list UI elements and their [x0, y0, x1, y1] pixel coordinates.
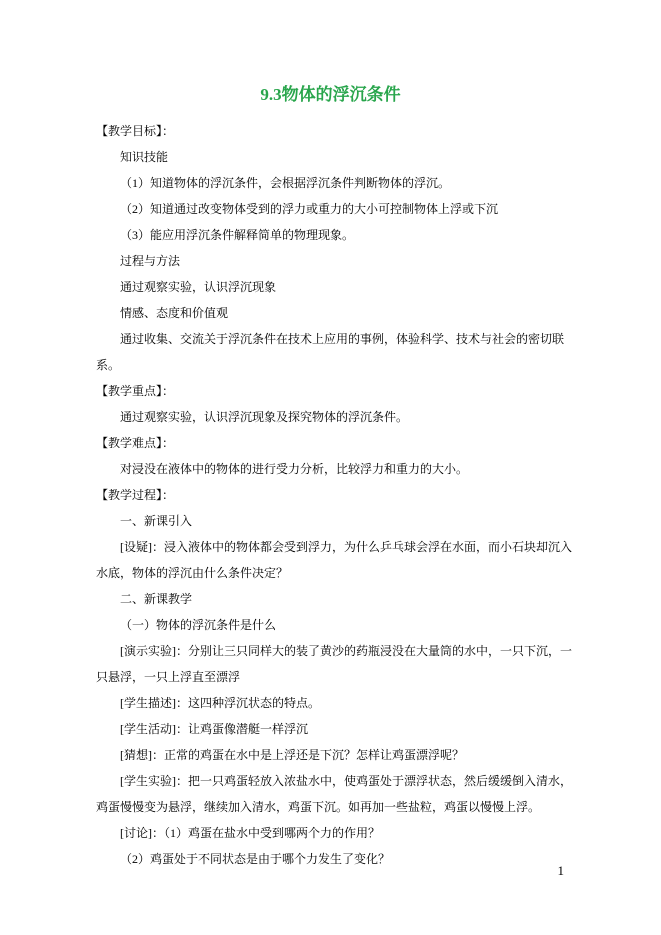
section-heading: 【教学重点】： — [96, 384, 175, 398]
paragraph: [学生描述]：这四种浮沉状态的特点。 — [120, 696, 320, 710]
page-title: 9.3物体的浮沉条件 — [260, 85, 401, 104]
paragraph: [设疑]：浸入液体中的物体都会受到浮力，为什么乒乓球会浮在水面，而小石块却沉入水底，物体的浮沉由什么条件决定？ — [96, 540, 572, 580]
paragraph: （一）物体的浮沉条件是什么 — [120, 618, 277, 632]
paragraph: [演示实验]：分别让三只同样大的装了黄沙的药瓶浸没在大量筒的水中，一只下沉，一只悬浮，一只上浮直至漂浮 — [96, 644, 572, 684]
paragraph: （2）鸡蛋处于不同状态是由于哪个力发生了变化？ — [120, 852, 391, 866]
section-heading: 【教学过程】： — [96, 488, 175, 502]
section-heading: 【教学难点】： — [96, 436, 175, 450]
paragraph: （1）知道物体的浮沉条件，会根据浮沉条件判断物体的浮沉。 — [120, 176, 451, 190]
paragraph: 通过观察实验，认识浮沉现象及探究物体的浮沉条件。 — [120, 410, 409, 424]
paragraph: 二、新课教学 — [120, 592, 193, 606]
paragraph: （3）能应用浮沉条件解释简单的物理现象。 — [120, 228, 355, 242]
paragraph: [讨论]：（1）鸡蛋在盐水中受到哪两个力的作用？ — [120, 826, 380, 840]
paragraph: （2）知道通过改变物体受到的浮力或重力的大小可控制物体上浮或下沉 — [120, 202, 499, 216]
paragraph: 知识技能 — [120, 150, 169, 164]
page-number: 1 — [557, 863, 564, 878]
paragraph: 通过收集、交流关于浮沉条件在技术上应用的事例，体验科学、技术与社会的密切联系。 — [96, 332, 565, 372]
paragraph: 对浸没在液体中的物体的进行受力分析，比较浮力和重力的大小。 — [120, 462, 469, 476]
paragraph: 通过观察实验，认识浮沉现象 — [120, 280, 277, 294]
paragraph: [学生活动]：让鸡蛋像潜艇一样浮沉 — [120, 722, 308, 736]
paragraph: 一、新课引入 — [120, 514, 193, 528]
section-heading: 【教学目标】： — [96, 124, 175, 138]
paragraph: 情感、态度和价值观 — [120, 306, 229, 320]
paragraph: 过程与方法 — [120, 254, 181, 268]
paragraph: [猜想]：正常的鸡蛋在水中是上浮还是下沉？怎样让鸡蛋漂浮呢？ — [120, 748, 464, 762]
document-body — [96, 118, 582, 872]
paragraph: [学生实验]：把一只鸡蛋轻放入浓盐水中，使鸡蛋处于漂浮状态，然后缓缓倒入清水，鸡蛋慢慢变为悬浮，继续加入清水，鸡蛋下沉。如再加一些盐粒，鸡蛋以慢慢上浮。 — [96, 774, 572, 814]
